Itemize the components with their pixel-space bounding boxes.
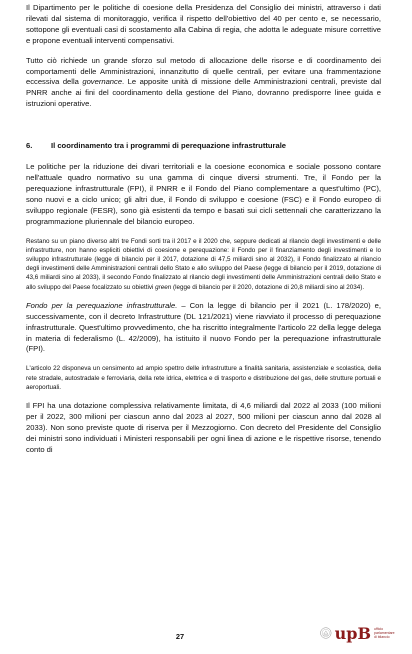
upb-logo — [320, 620, 395, 646]
governance-term: governance — [82, 77, 123, 87]
section-number: 6. — [26, 141, 33, 151]
upb-wordmark: upB — [334, 623, 371, 643]
page-content — [26, 3, 381, 455]
seal-icon — [320, 622, 332, 644]
paragraph-article-22: L'articolo 22 disponeva un censimento ad ampio spettro delle infrastrutture a finalità sanitaria, assistenziale e scolastica, della rete stradale, autostradale e ferroviaria, della rete idrica, elettrica e di trasporto e distribuzione del gas, delle strutture portuali e aeroportuali. — [26, 365, 381, 391]
upb-subtext: ufficio parlamentare di bilancio — [374, 627, 395, 639]
paragraph-monitoring: Il Dipartimento per le politiche di coesione della Presidenza del Consiglio dei ministri, attraverso i dati rilevati dal sistema di monitoraggio, verifica il rispetto dell'obiettivo del 40 per cento e, se necessario, sottopone gli eventuali casi di scostamento alla Cabina di regia, che adotta le adeguate misure correttive e propone eventuali interventi compensativi. — [26, 3, 381, 45]
page-number: 27 — [175, 632, 185, 641]
paragraph-fpi-allocation: Il FPI ha una dotazione complessiva relativamente limitata, di 4,6 miliardi dal 2022 al 2033 (100 milioni per il 2022, 300 milioni per ciascun anno dal 2023 al 2027, 500 milioni per ciascun anno dal 2028 al 2033). Non sono previste quote di riserva per il Mezzogiorno. Con decreto del Presidente del Consiglio dei ministri sono individuati i Ministeri responsabili per ogni linea di azione e le rispettive risorse, tenendo conto di — [26, 400, 381, 454]
paragraph-governance: Tutto ciò richiede un grande sforzo sul metodo di allocazione delle risorse e di coordinamento dei comportamenti delle Amministrazioni, innanzitutto di quelle centrali, per evitare una frammentazione eccessiva della governance. Le apposite unità di missione delle Amministrazioni centrali, previste dal PNRR anche ai fini del coordinamento della gestione del Piano, dovranno predisporre linee guida e istruzioni operative. — [26, 55, 382, 109]
section-title: Il coordinamento tra i programmi di perequazione infrastrutturale — [51, 141, 287, 151]
paragraph-fpi: Fondo per la perequazione infrastrutturale. – Con la legge di bilancio per il 2021 (L. 178/2020) e, successivamente, con il decreto Infrastrutture (DL 121/2021) viene riavviato il processo di perequazione infrastrutturale. Quest'ultimo provvedimento, che ha riscritto integralmente l'articolo 22 della legge delega in materia di federalismo (L. 42/2009), ha istituito il nuovo Fondo per la perequazione infrastrutturale (FPI). — [26, 300, 381, 354]
fpi-lead: Fondo per la perequazione infrastrutturale. — [26, 300, 178, 310]
paragraph-other-funds: Restano su un piano diverso altri tre Fondi sorti tra il 2017 e il 2020 che, seppure dedicati al rilancio degli investimenti e delle infrastrutture, non hanno espliciti obiettivi di coesione e perequazione: il Fondo per il finanziamento degli investimenti e lo sviluppo infrastrutturale (legge di bilancio per il 2017, dotazione di 47,5 miliardi sino al 2032), il Fondo finalizzato al rilancio degli investimenti delle Amministrazioni centrali dello Stato e allo sviluppo del Paese (legge di bilancio per il 2019, dotazione di 43,6 miliardi sino al 2033), il secondo Fondo finalizzato al rilancio degli investimenti delle Amministrazioni centrali dello Stato e allo sviluppo del Paese focalizzato su obiettivi green (legge di bilancio per il 2020, dotazione di 20,8 miliardi sino al 2034). — [26, 237, 381, 291]
paragraph-instruments: Le politiche per la riduzione dei divari territoriali e la coesione economica e sociale possono contare nell'attuale quadro normativo su una gamma di cinque diversi strumenti. Tre, il Fondo per la perequazione infrastrutturale (FPI), il PNRR e il Fondo del Piano complementare a quest'ultimo (PC), sono nuovi e a ciclo unico; gli altri due, il Fondo di sviluppo e coesione (FSC) e il Fondo europeo di sviluppo regionale (FESR), sono già esistenti da tempo e basati sui cicli settennali che caratterizzano la programmazione pluriennale del bilancio europeo. — [26, 162, 381, 226]
section-heading — [26, 141, 381, 150]
